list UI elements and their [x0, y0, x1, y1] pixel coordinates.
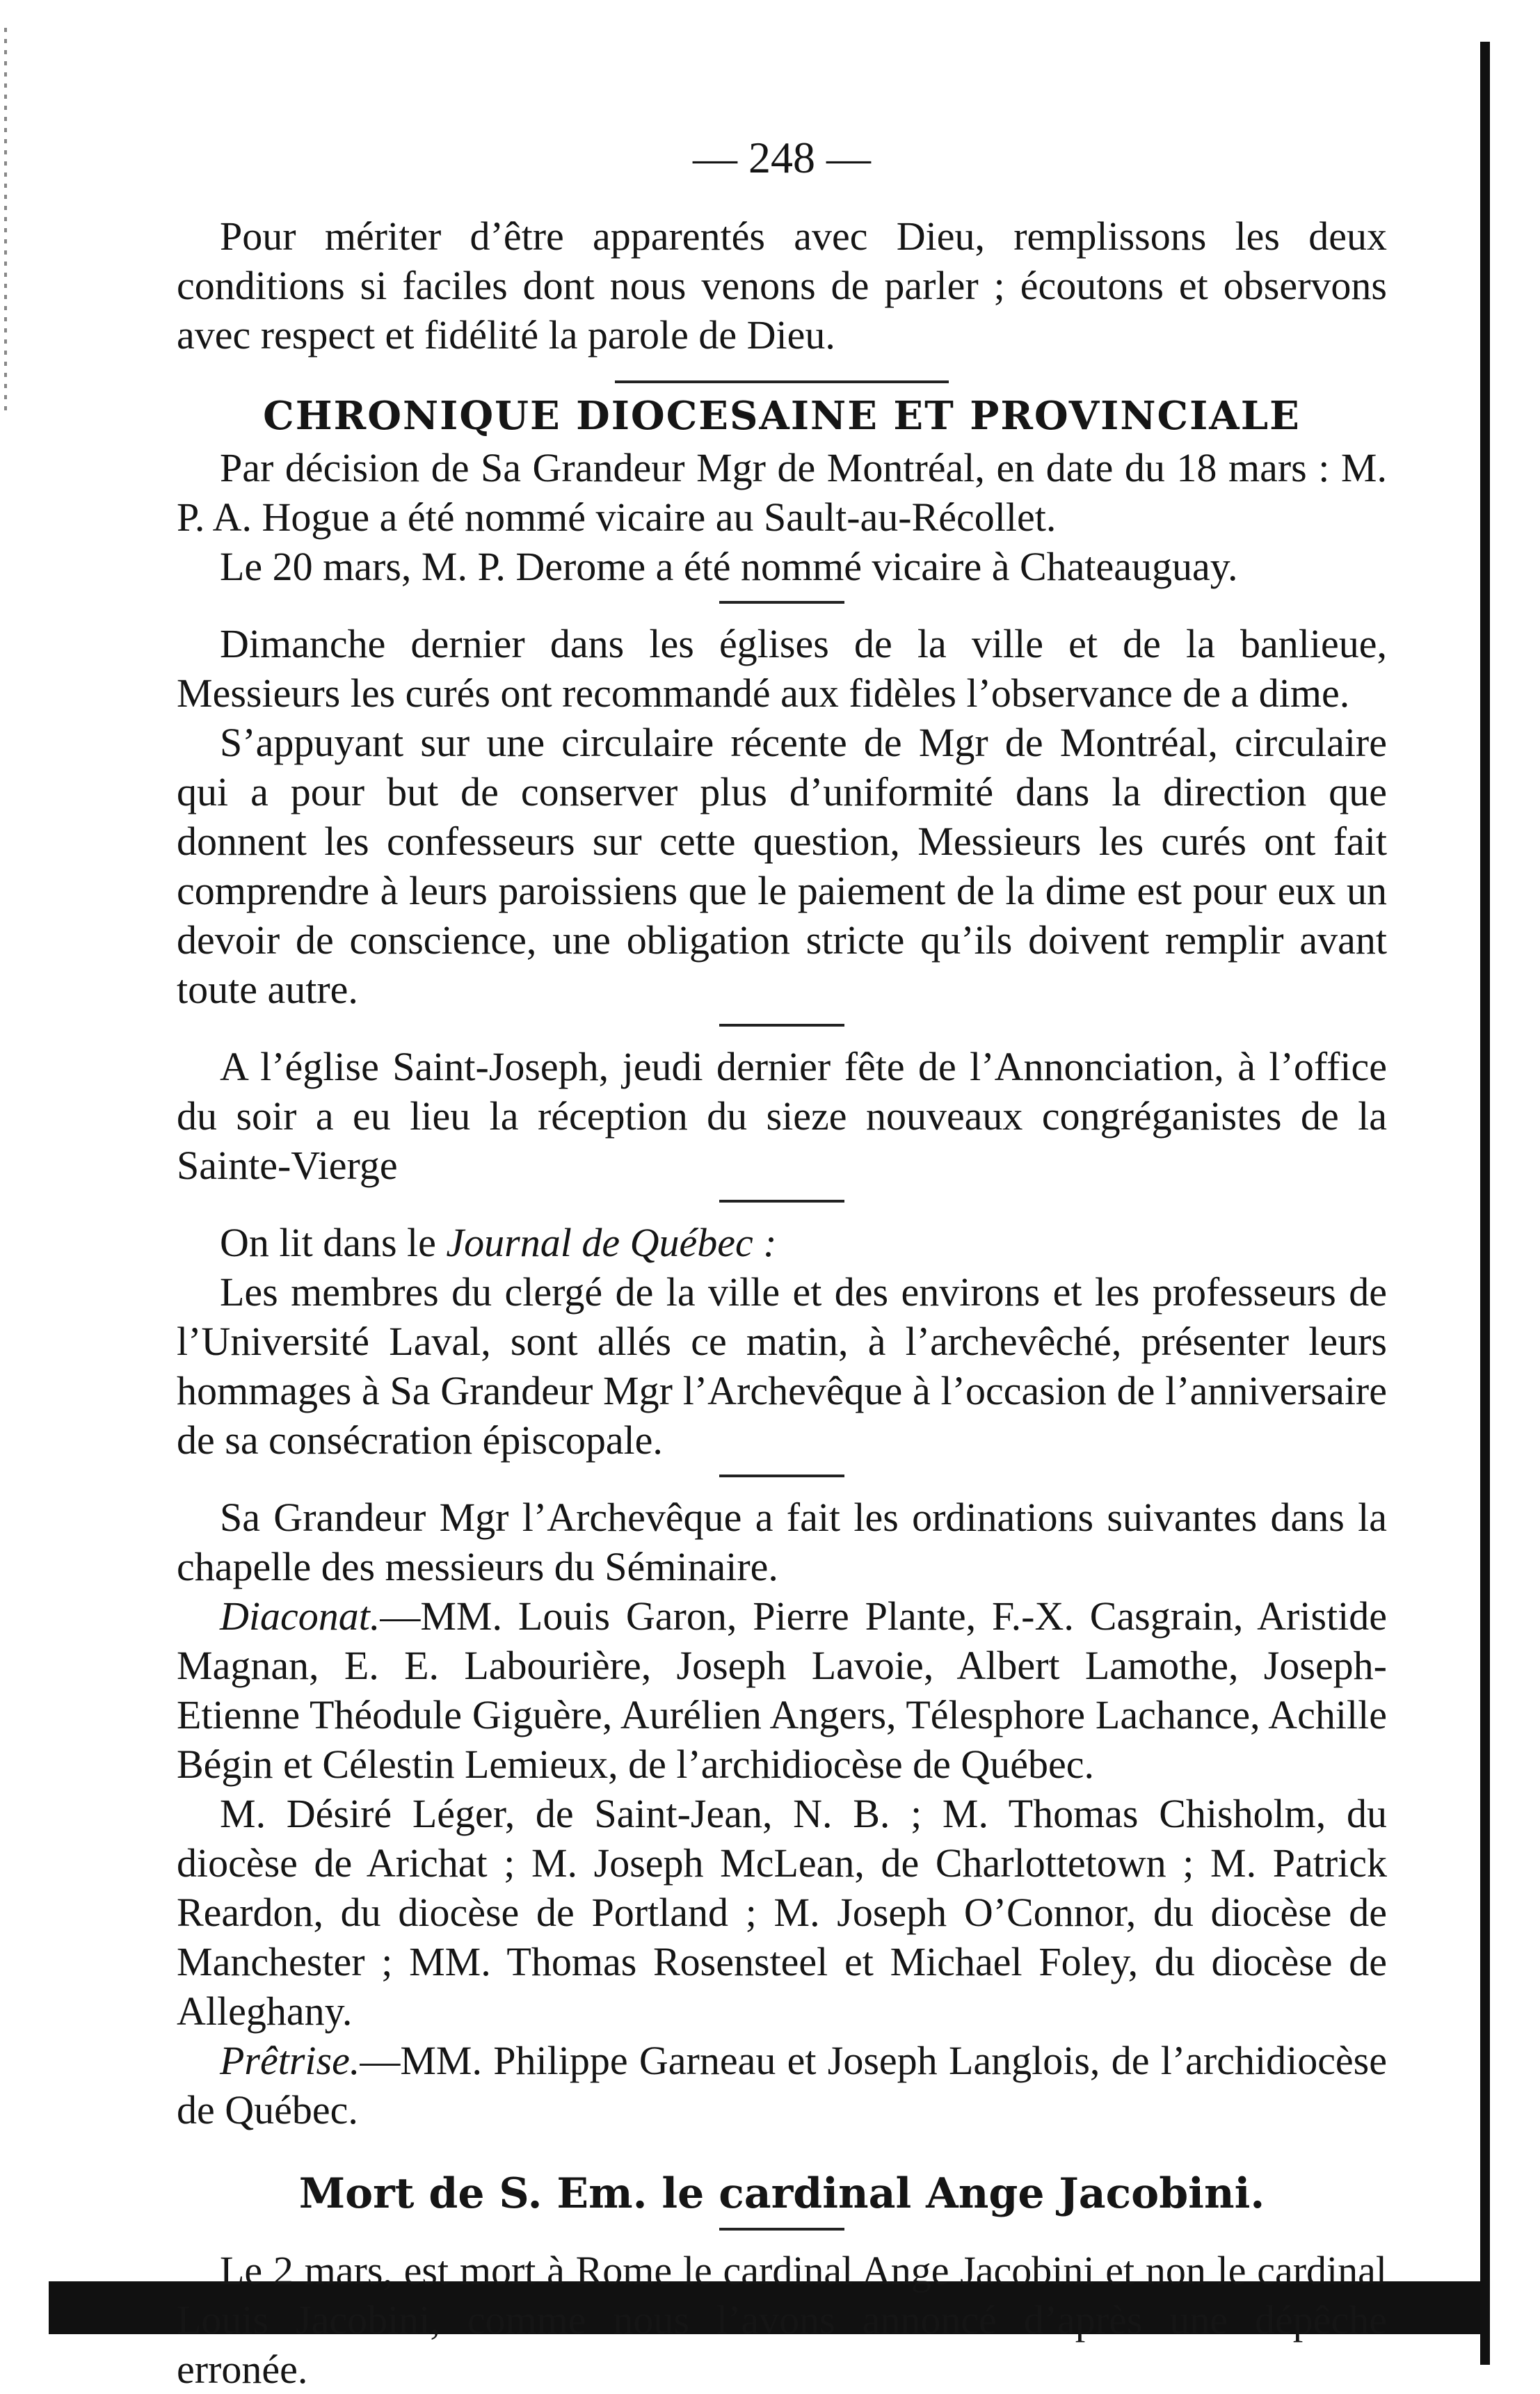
nomination-paragraph-2: Le 20 mars, M. P. Derome a été nommé vicaire à Chateauguay.: [220, 544, 1238, 589]
pretrise-paragraph: [177, 2036, 1387, 2135]
section-divider: [719, 1200, 844, 1203]
other-ordinations-paragraph: M. Désiré Léger, de Saint-Jean, N. B. ; M. Thomas Chisholm, du diocèse de Arichat ; M. Joseph McLean, de Charlottetown ; M. Patrick Reardon, du diocèse de Portland ; M. Joseph O’Connor, du diocèse de Manchester ; MM. Thomas Rosensteel et Michael Foley, du diocèse de Alleghany.: [177, 1791, 1387, 2034]
heading-rule: [615, 380, 949, 383]
page-number: — 248 —: [693, 133, 871, 182]
pretrise-label: Prêtrise.: [220, 2038, 360, 2083]
quebec-intro: [177, 1218, 1387, 1267]
section-divider: [719, 1475, 844, 1477]
right-edge-rule: [1480, 42, 1490, 2365]
quebec-paragraph: Les membres du clergé de la ville et des environs et les professeurs de l’Université Laval, sont allés ce matin, à l’archevêché, présenter leurs hommages à Sa Grandeur Mgr l’Archevêque à l’occasion de l’anniversaire de sa consécration épiscopale.: [177, 1269, 1387, 1463]
margin-speckles: [4, 28, 7, 417]
dime-paragraph-1: Dimanche dernier dans les églises de la ville et de la banlieue, Messieurs les curés ont recommandé aux fidèles l’observance de a dime.: [177, 621, 1387, 716]
diaconat-label: Diaconat.: [220, 1593, 380, 1639]
pretrise-text: —MM. Philippe Garneau et Joseph Langlois, de l’archidiocèse de Québec.: [177, 2038, 1387, 2132]
mort-paragraph: Le 2 mars, est mort à Rome le cardinal Ange Jacobini et non le cardinal Louis Jacobini, comme nous l’avons annoncé d’après une dépêche erronée.: [177, 2248, 1387, 2392]
quebec-intro-prefix: On lit dans le: [220, 1220, 447, 1265]
chronique-heading: CHRONIQUE DIOCESAINE ET PROVINCIALE: [263, 393, 1301, 439]
text-column: [177, 132, 1387, 2394]
ordinations-intro: Sa Grandeur Mgr l’Archevêque a fait les ordinations suivantes dans la chapelle des messieurs du Séminaire.: [177, 1495, 1387, 1589]
journal-title: Journal de Québec :: [446, 1220, 777, 1265]
mort-heading: Mort de S. Em. le cardinal Ange Jacobini.: [298, 2169, 1265, 2218]
diaconat-text: —MM. Louis Garon, Pierre Plante, F.-X. Casgrain, Aristide Magnan, E. E. Labourière, Joseph Lavoie, Albert Lamothe, Joseph-Etienne Théodule Giguère, Aurélien Angers, Télesphore Lachance, Achille Bégin et Célestin Lemieux, de l’archidiocèse de Québec.: [177, 1593, 1387, 1787]
dime-paragraph-2: S’appuyant sur une circulaire récente de Mgr de Montréal, circulaire qui a pour but de conserver plus d’uniformité dans la direction que donnent les confesseurs sur cette question, Messieurs les curés ont fait comprendre à leurs paroissiens que le paiement de la dime est pour eux un devoir de conscience, une obligation stricte qu’ils doivent remplir avant toute autre.: [177, 720, 1387, 1012]
intro-paragraph: Pour mériter d’être apparentés avec Dieu, remplissons les deux conditions si faciles dont nous venons de parler ; écoutons et observons avec respect et fidélité la parole de Dieu.: [177, 214, 1387, 358]
heading-underline: [719, 2228, 844, 2231]
saint-joseph-paragraph: A l’église Saint-Joseph, jeudi dernier fête de l’Annonciation, à l’office du soir a eu lieu la réception du sieze nouveaux congréganistes de la Sainte-Vierge: [177, 1044, 1387, 1188]
section-divider: [719, 601, 844, 604]
nomination-paragraph: Par décision de Sa Grandeur Mgr de Montréal, en date du 18 mars : M. P. A. Hogue a été nommé vicaire au Sault-au-Récollet.: [177, 445, 1387, 540]
section-divider: [719, 1024, 844, 1027]
diaconat-paragraph: [177, 1591, 1387, 1789]
